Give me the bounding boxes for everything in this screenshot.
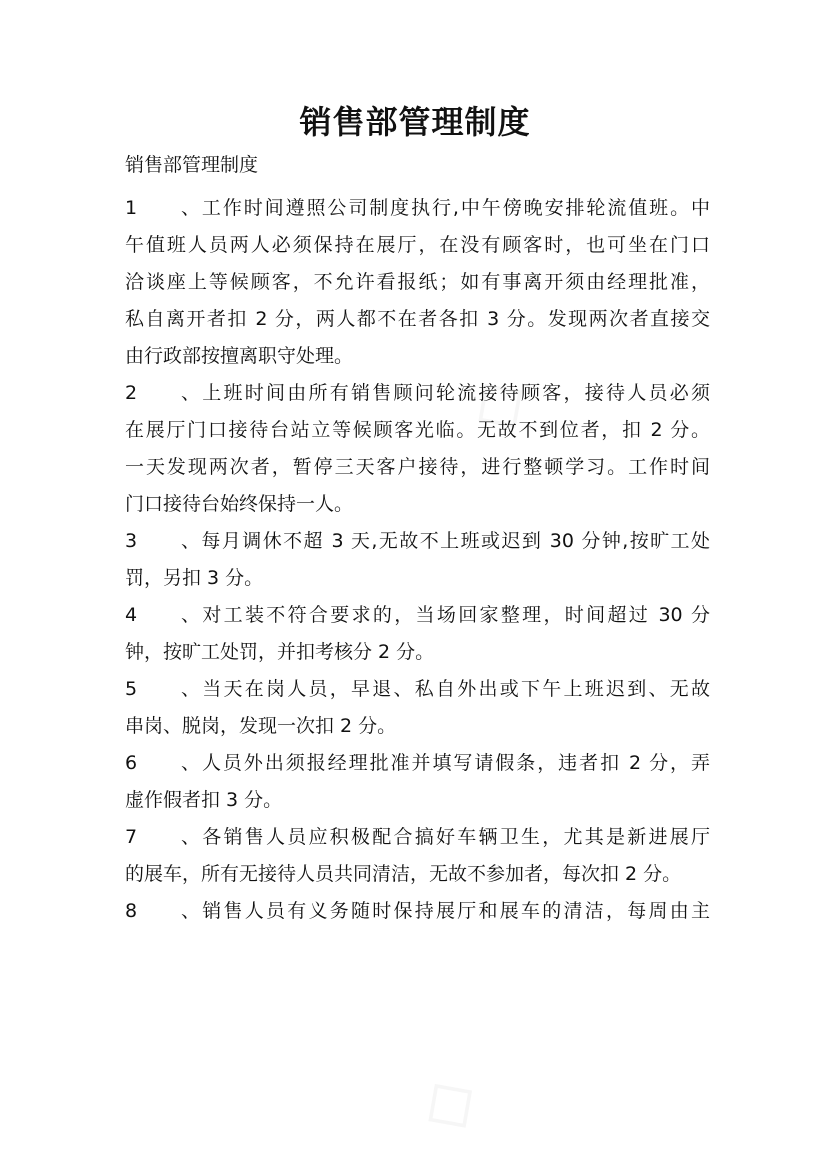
- item-number: 6、: [125, 752, 200, 774]
- item-text-line: 一天发现两次者，暂停三天客户接待，进行整顿学习。工作时间: [125, 456, 710, 478]
- item-text-line: 罚，另扣 3 分。: [125, 567, 264, 589]
- item-text-line: 对工装不符合要求的，当场回家整理，时间超过 30 分: [200, 604, 710, 626]
- list-item: [125, 523, 710, 597]
- list-item: [125, 597, 710, 671]
- list-item: [125, 671, 710, 745]
- item-text-line: 虚作假者扣 3 分。: [125, 789, 283, 811]
- item-number: 8、: [125, 900, 200, 922]
- item-number: 7、: [125, 826, 200, 848]
- list-item: [125, 819, 710, 893]
- item-text-line: 人员外出须报经理批准并填写请假条，违者扣 2 分，弄: [200, 752, 710, 774]
- document-body: [125, 190, 710, 930]
- item-first-line: [125, 190, 710, 227]
- item-text-line: 私自离开者扣 2 分，两人都不在者各扣 3 分。发现两次者直接交: [125, 308, 710, 330]
- item-text-line: 每月调休不超 3 天,无故不上班或迟到 30 分钟,按旷工处: [200, 530, 710, 552]
- item-text-line: 门口接待台始终保持一人。: [125, 493, 354, 515]
- item-number: 5、: [125, 678, 200, 700]
- item-first-line: [125, 671, 710, 708]
- item-number: 4、: [125, 604, 200, 626]
- item-number: 3、: [125, 530, 200, 552]
- list-item: [125, 190, 710, 375]
- list-item: [125, 745, 710, 819]
- item-first-line: [125, 523, 710, 560]
- item-first-line: [125, 375, 710, 412]
- item-text-line: 在展厅门口接待台站立等候顾客光临。无故不到位者，扣 2 分。: [125, 419, 710, 441]
- item-text-line: 午值班人员两人必须保持在展厅，在没有顾客时，也可坐在门口: [125, 234, 710, 256]
- item-text-line: 由行政部按擅离职守处理。: [125, 345, 354, 367]
- item-text-line: 各销售人员应积极配合搞好车辆卫生，尤其是新进展厅: [200, 826, 710, 848]
- item-first-line: [125, 893, 710, 930]
- list-item: [125, 893, 710, 930]
- item-text-line: 工作时间遵照公司制度执行,中午傍晚安排轮流值班。中: [200, 197, 710, 219]
- item-text-line: 上班时间由所有销售顾问轮流接待顾客，接待人员必须: [200, 382, 710, 404]
- document-subtitle: 销售部管理制度: [125, 154, 259, 176]
- item-first-line: [125, 597, 710, 634]
- item-text-line: 钟，按旷工处罚，并扣考核分 2 分。: [125, 641, 435, 663]
- list-item: [125, 375, 710, 523]
- page-title: 销售部管理制度: [299, 103, 531, 141]
- item-first-line: [125, 819, 710, 856]
- item-text-line: 当天在岗人员，早退、私自外出或下午上班迟到、无故: [200, 678, 710, 700]
- item-text-line: 的展车，所有无接待人员共同清洁，无故不参加者，每次扣 2 分。: [125, 863, 682, 885]
- item-number: 1、: [125, 197, 200, 219]
- item-number: 2、: [125, 382, 200, 404]
- watermark-mark: [401, 1052, 492, 1150]
- item-text-line: 串岗、脱岗，发现一次扣 2 分。: [125, 715, 397, 737]
- item-first-line: [125, 745, 710, 782]
- item-text-line: 洽谈座上等候顾客，不允许看报纸；如有事离开须由经理批准，: [125, 271, 710, 293]
- item-text-line: 销售人员有义务随时保持展厅和展车的清洁，每周由主: [200, 900, 710, 922]
